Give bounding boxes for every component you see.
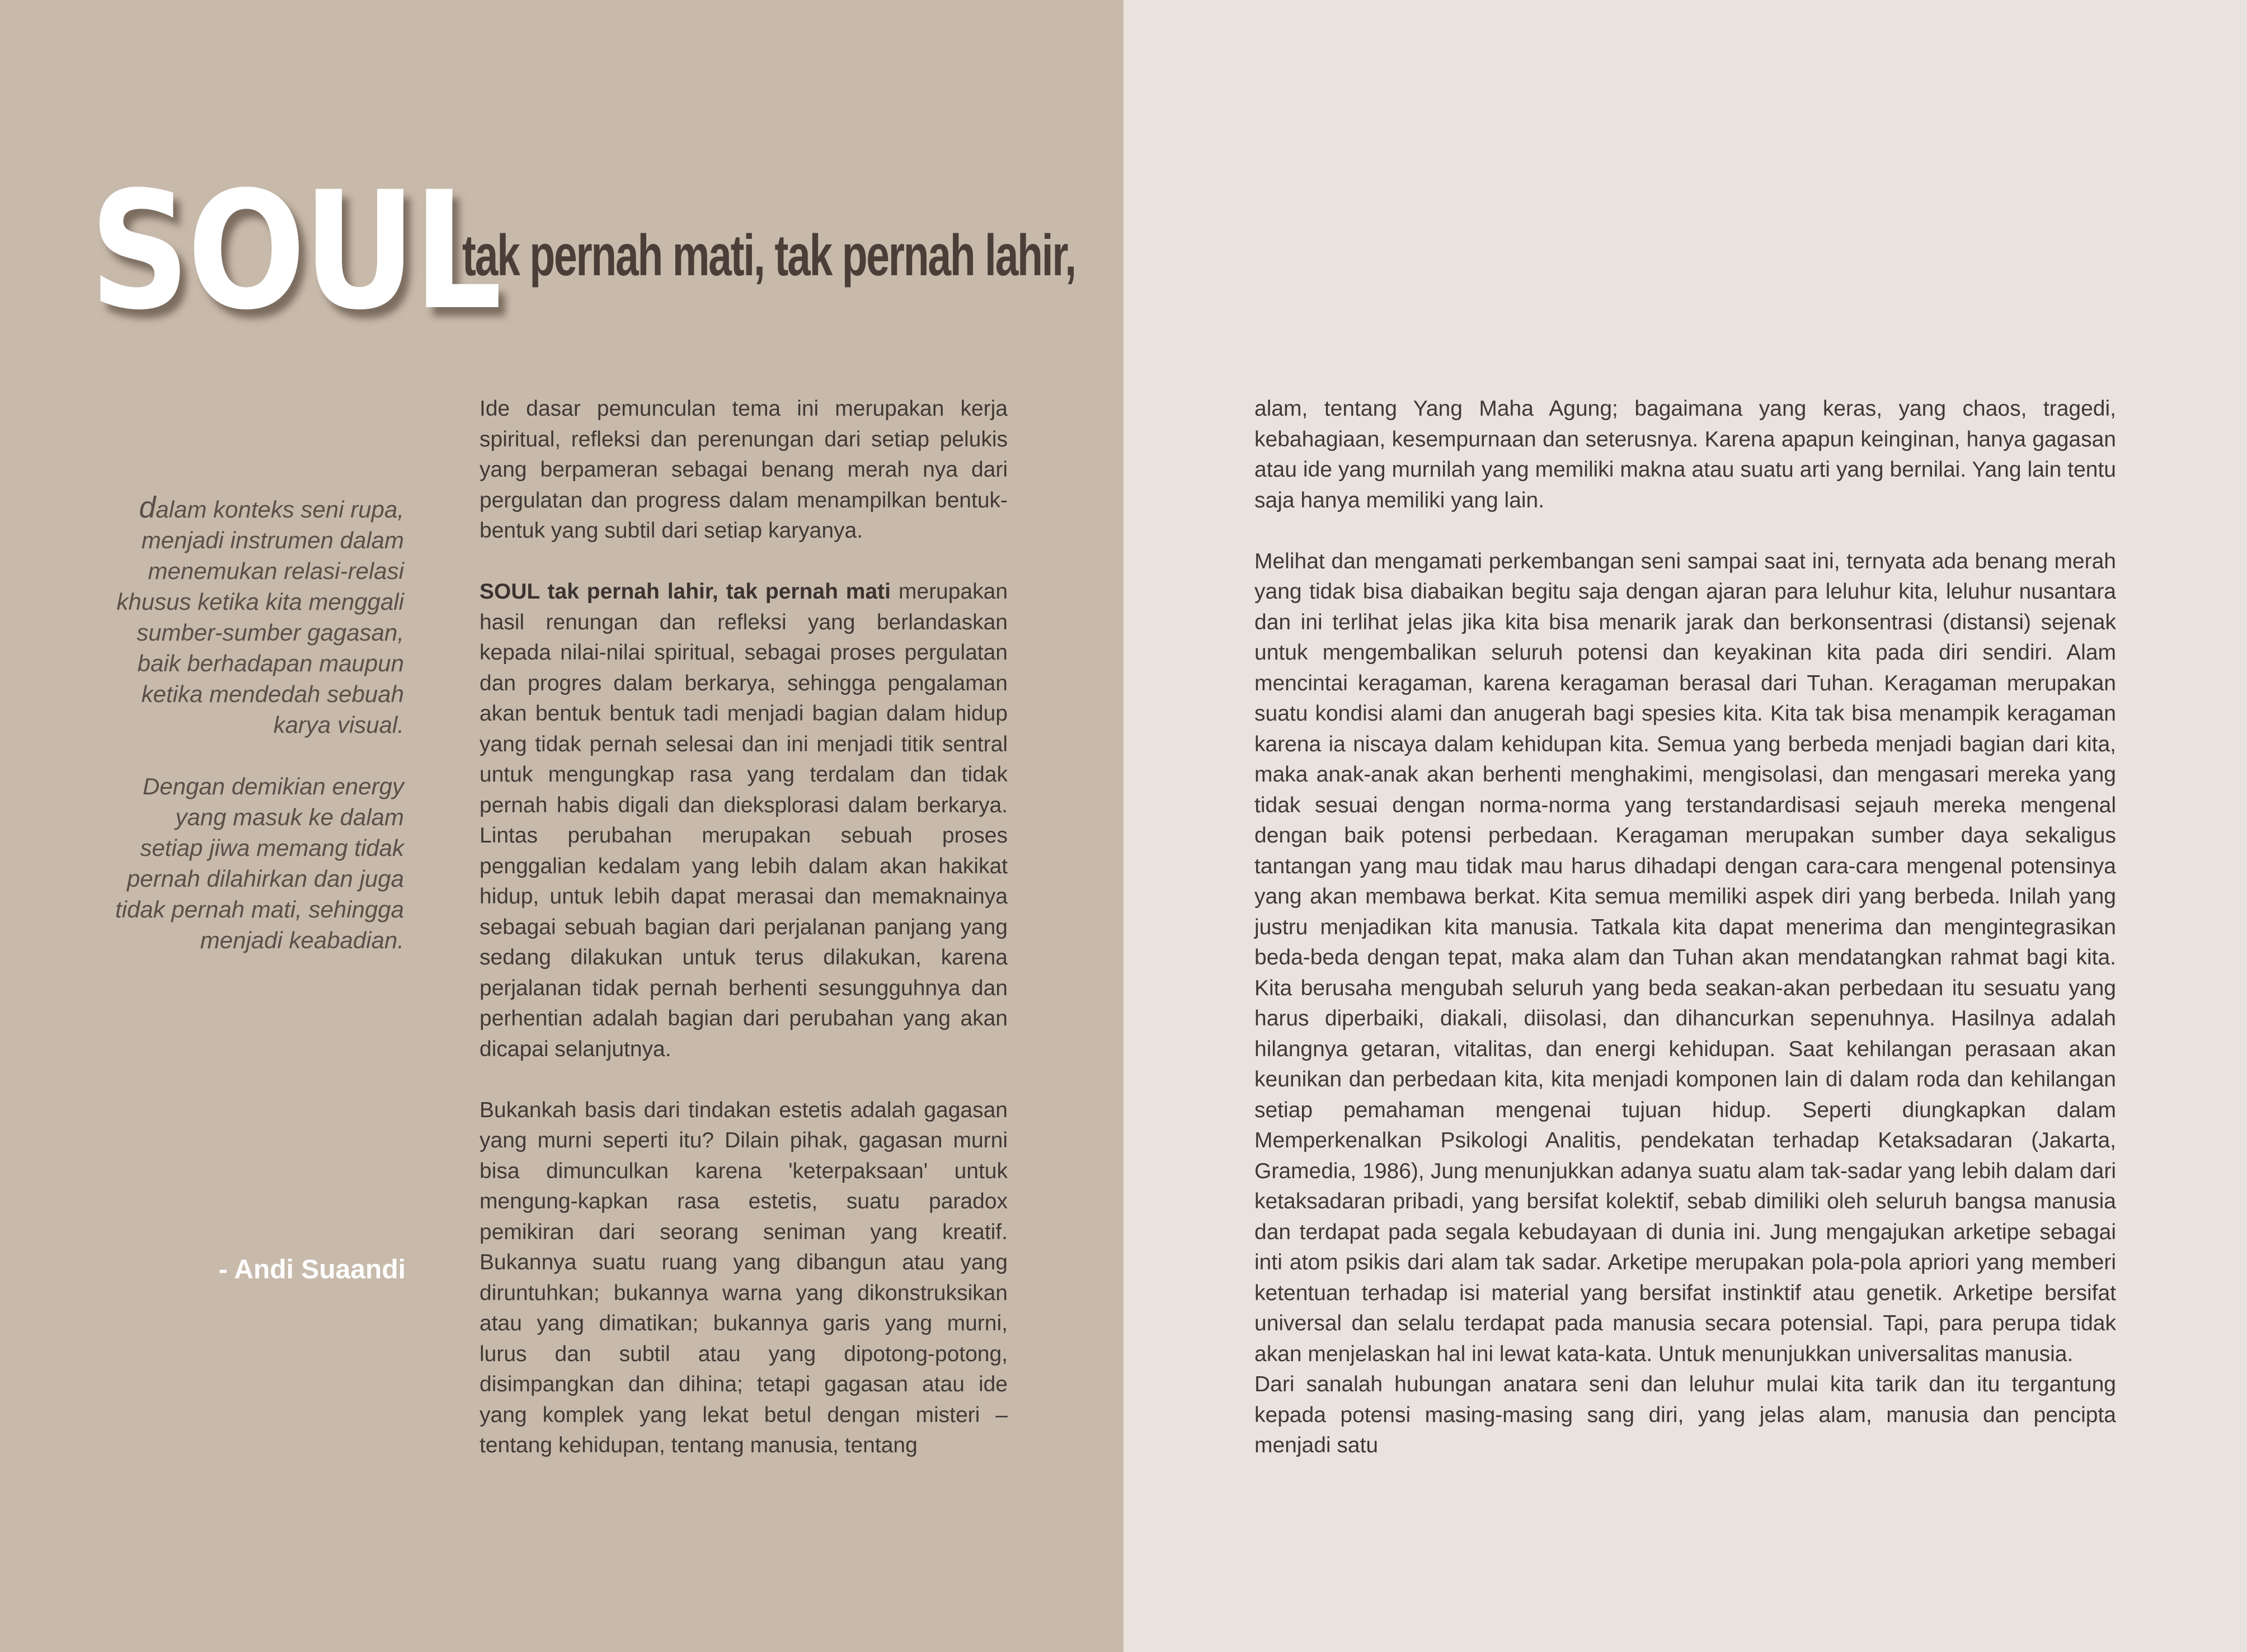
article-paragraph: Ide dasar pemunculan tema ini merupakan kerja spiritual, refleksi dan perenungan dari setiap pelukis yang berpameran sebagai benang merah nya dari pergulatan dan progress dalam menampilkan bentuk-bentuk yang subtil dari setiap karyanya.: [480, 397, 1008, 543]
article-paragraph: [480, 577, 1008, 1065]
article-paragraph: Melihat dan mengamati perkembangan seni sampai saat ini, ternyata ada benang merah yang tidak bisa diabaikan begitu saja dengan ajaran para leluhur kita, leluhur nusantara dan ini terlihat jelas jika kita bisa menarik jarak dan berkonsentrasi (distansi) sejenak untuk mengembalikan seluruh potensi dan keyakinan kita pada diri sendiri. Alam mencintai keragaman, karena keragaman berasal dari Tuhan. Keragaman merupakan suatu kondisi alami dan anugerah bagi spesies kita. Kita tak bisa menampik keragaman karena ia niscaya dalam kehidupan kita. Semua yang berbeda menjadi bagian dari kita, maka anak-anak akan berhenti menghakimi, mengisolasi, dan mengasari mereka yang tidak sesuai dengan norma-norma yang terstandardisasi sejauh mereka mengenal dengan baik potensi perbedaan. Keragaman merupakan sumber daya sekaligus tantangan yang mau tidak mau harus dihadapi dengan cara-cara mengenal potensinya yang akan membawa berkat. Kita semua memiliki aspek diri yang berbeda. Inilah yang justru menjadikan kita manusia. Tatkala kita dapat menerima dan mengintegrasikan beda-beda dengan tepat, maka alam dan Tuhan akan mendatangkan rahmat bagi kita. Kita berusaha mengubah seluruh yang beda seakan-akan perbedaan itu sesuatu yang harus diperbaiki, diakali, diisolasi, dan dihancurkan sepenuhnya. Hasilnya adalah hilangnya getaran, vitalitas, dan energi kehidupan. Saat kehilangan perasaan akan keunikan dan perbedaan kita, kita menjadi komponen lain di dalam roda dan kehilangan setiap pemahaman mengenai tujuan hidup. Seperti diungkapkan dalam Memperkenalkan Psikologi Analitis, pendekatan terhadap Ketaksadaran (Jakarta, Gramedia, 1986), Jung menunjukkan adanya suatu alam tak-sadar yang lebih dalam dari ketaksadaran pribadi, yang bersifat kolektif, sebab dimiliki oleh seluruh bangsa manusia dan terdapat pada segala kebudayaan di dunia ini. Jung mengajukan arketipe sebagai inti atom psikis dari alam tak sadar. Arketipe merupakan pola-pola apriori yang memberi ketentuan terhadap isi material yang bersifat instinktif atau genetik. Arketipe bersifat universal dan selalu terdapat pada manusia secara potensial. Tapi, para perupa tidak akan menjelaskan hal ini lewat kata-kata. Untuk menunjukkan universalitas manusia.: [1254, 549, 2116, 1366]
article-paragraph: alam, tentang Yang Maha Agung; bagaimana yang keras, yang chaos, tragedi, kebahagiaan, kesempurnaan dan seterusnya. Karena apapun keinginan, hanya gagasan atau ide yang murnilah yang memiliki makna atau suatu arti yang bernilai. Yang lain tentu saja hanya memiliki yang lain.: [1254, 397, 2116, 512]
article-column-right: [1254, 394, 2116, 1461]
title-soul: SOUL: [90, 157, 500, 346]
quote-paragraph-1: [106, 492, 404, 740]
article-column-middle: [480, 394, 1008, 1461]
article-paragraph: Dari sanalah hubungan anatara seni dan leluhur mulai kita tarik dan itu tergantung kepada potensi masing-masing sang diri, yang jelas alam, manusia dan pencipta menjadi satu: [1254, 1372, 2116, 1457]
author-credit: - Andi Suaandi: [218, 1255, 406, 1284]
article-paragraph: Bukankah basis dari tindakan estetis adalah gagasan yang murni seperti itu? Dilain pihak, gagasan murni bisa dimunculkan karena 'keterpaksaan' untuk mengung-kapkan rasa estetis, suatu paradox pemikiran dari seorang seniman yang kreatif. Bukannya suatu ruang yang dibangun atau yang diruntuhkan; bukannya warna yang dikonstruksikan atau yang dimatikan; bukannya garis yang murni, lurus dan subtil atau yang dipotong-potong, disimpangkan dan dihina; tetapi gagasan atau ide yang komplek yang lekat betul dengan misteri – tentang kehidupan, tentang manusia, tentang: [480, 1098, 1008, 1457]
quote-paragraph-2: Dengan demikian energy yang masuk ke dalam setiap jiwa memang tidak pernah dilahirkan dan juga tidak pernah mati, sehingga menjadi keabadian.: [115, 773, 404, 953]
side-quote: [106, 492, 404, 986]
title-subtitle: tak pernah mati, tak pernah lahir,: [462, 223, 1075, 288]
article-paragraph-text: merupakan hasil renungan dan refleksi yang berlandaskan kepada nilai-nilai spiritual, sebagai proses pergulatan dan progres dalam berkarya, sehingga pengalaman akan bentuk bentuk tadi menjadi bagian dalam hidup yang tidak pernah selesai dan ini menjadi titik sentral untuk mengungkap rasa yang terdalam dan tidak pernah habis digali dan dieksplorasi dalam berkarya. Lintas perubahan merupakan sebuah proses penggalian kedalam yang lebih dalam akan hakikat hidup, untuk lebih dapat merasai dan memaknainya sebagai sebuah bagian dari perjalanan panjang yang sedang dilakukan untuk terus dilakukan, karena perjalanan tidak pernah berhenti sesungguhnya dan perhentian adalah bagian dari perubahan yang akan dicapai selanjutnya.: [480, 580, 1008, 1061]
quote-paragraph-1-text: alam konteks seni rupa, menjadi instrumen dalam menemukan relasi-relasi khusus ketika kita menggali sumber-sumber gagasan, baik berhadapan maupun ketika mendedah sebuah karya visual.: [116, 496, 404, 738]
bold-lead: SOUL tak pernah lahir, tak pernah mati: [480, 580, 891, 604]
quote-first-letter: d: [139, 491, 156, 524]
